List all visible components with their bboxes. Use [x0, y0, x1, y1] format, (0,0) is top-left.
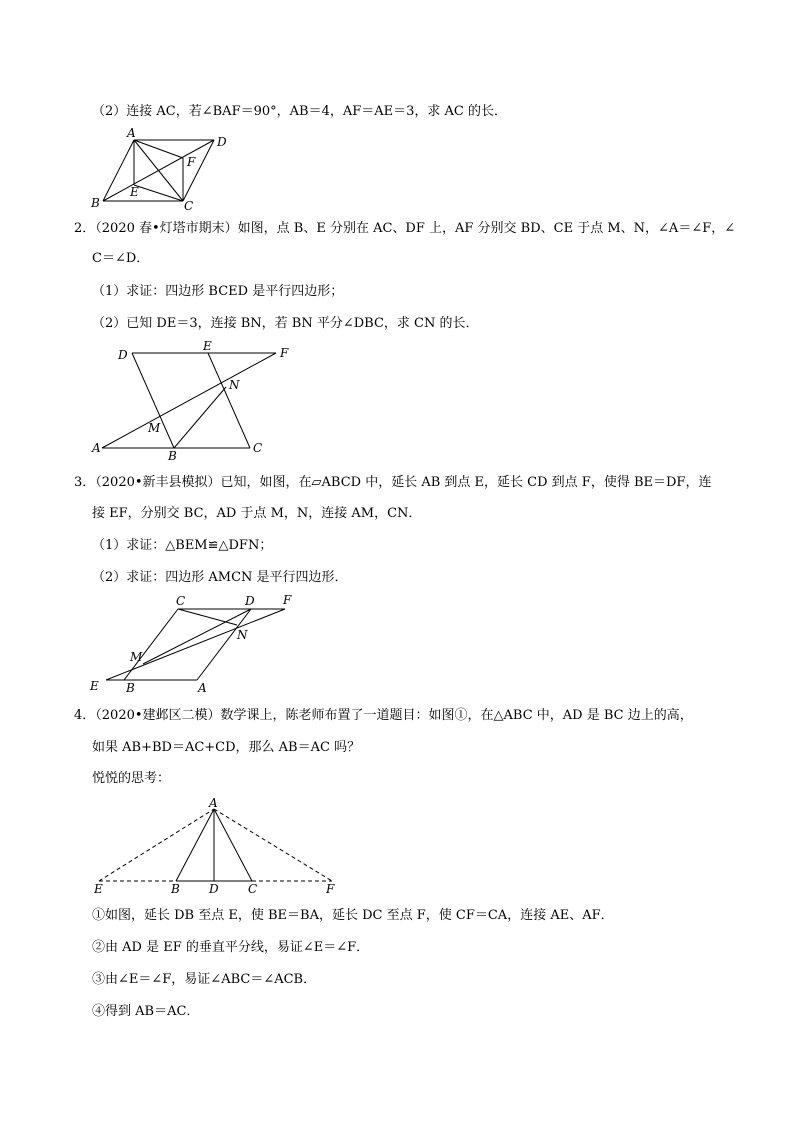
- q1-label-c: C: [184, 199, 194, 213]
- q3-label-c: C: [176, 594, 186, 608]
- q4-label-e: E: [94, 882, 103, 896]
- q2-label-d: D: [118, 348, 128, 362]
- q2-label-e: E: [203, 339, 212, 353]
- q4-stem-line1: 4．（2020•建邺区二模）数学课上，陈老师布置了一道题目：如图①，在△ABC 中，AD 是 BC 边上的高，: [74, 708, 693, 723]
- q1-label-d: D: [217, 135, 227, 149]
- q4-label-a: A: [209, 796, 218, 810]
- q3-part1: （1）求证：△BEM≌△DFN；: [92, 538, 273, 553]
- q3-label-b: B: [126, 681, 135, 695]
- q2-part2: （2）已知 DE＝3，连接 BN，若 BN 平分∠DBC，求 CN 的长．: [92, 316, 479, 331]
- q2-label-a: A: [92, 441, 101, 455]
- q2-label-f: F: [280, 346, 289, 360]
- q4-stem-line2: 如果 AB+BD＝AC+CD，那么 AB＝AC 吗？: [92, 740, 361, 755]
- q1-label-f: F: [187, 155, 196, 169]
- q3-stem-line1: 3．（2020•新丰县模拟）已知，如图，在▱ABCD 中，延长 AB 到点 E，延长 CD 到点 F，使得 BE＝DF，连: [74, 475, 712, 490]
- q1-label-e: E: [130, 185, 139, 199]
- q1-label-a: A: [127, 126, 136, 140]
- q4-step4: ④得到 AB＝AC．: [92, 1004, 200, 1019]
- q3-part2: （2）求证：四边形 AMCN 是平行四边形．: [92, 570, 348, 585]
- q3-label-a: A: [198, 681, 207, 695]
- q3-label-m: M: [130, 650, 143, 664]
- q3-label-n: N: [237, 628, 248, 642]
- q4-label-f: F: [326, 882, 335, 896]
- q3-label-d: D: [245, 594, 255, 608]
- q4-step3: ③由∠E＝∠F，易证∠ABC＝∠ACB．: [92, 972, 317, 987]
- q4-step2: ②由 AD 是 EF 的垂直平分线，易证∠E＝∠F．: [92, 940, 370, 955]
- q3-label-e: E: [90, 679, 99, 693]
- q1-part2: （2）连接 AC，若∠BAF＝90°，AB＝4，AF＝AE＝3，求 AC 的长．: [92, 104, 508, 119]
- q4-label-d: D: [209, 882, 219, 896]
- q2-label-b: B: [168, 449, 177, 463]
- q2-label-m: M: [148, 421, 161, 435]
- q4-step1: ①如图，延长 DB 至点 E，使 BE＝BA，延长 DC 至点 F，使 CF＝CA，连接 AE、AF．: [92, 908, 614, 923]
- q2-stem-line1: 2．（2020 春•灯塔市期末）如图，点 B、E 分别在 AC、DF 上，AF 分别交 BD、CE 于点 M、N，∠A＝∠F，∠: [74, 221, 736, 236]
- q3-stem-line2: 接 EF，分别交 BC，AD 于点 M，N，连接 AM，CN．: [92, 506, 422, 521]
- q2-label-n: N: [229, 378, 240, 392]
- q2-label-c: C: [253, 441, 263, 455]
- q4-thinking: 悦悦的思考：: [92, 771, 171, 786]
- q3-label-f: F: [283, 593, 292, 607]
- q2-part1: （1）求证：四边形 BCED 是平行四边形；: [92, 284, 344, 299]
- q4-label-c: C: [248, 882, 258, 896]
- q1-label-b: B: [91, 196, 100, 210]
- q4-label-b: B: [171, 882, 180, 896]
- q2-stem-line2: C＝∠D．: [92, 251, 150, 266]
